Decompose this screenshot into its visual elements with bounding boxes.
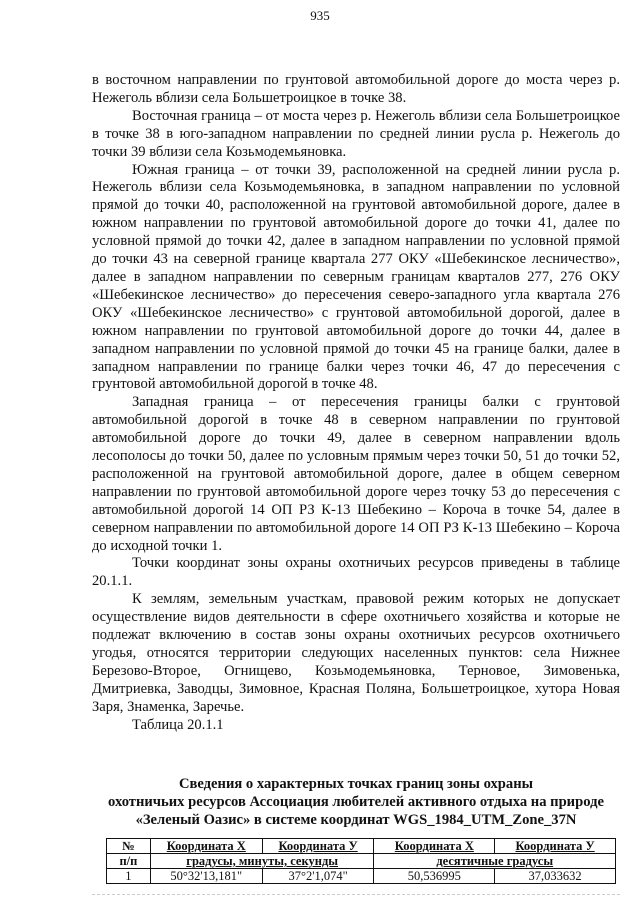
paragraph-south-border: Южная граница – от точки 39, расположенной на средней линии русла р. Нежеголь вблизи села Козьмодемьяновка, в западном направлении по условной прямой до точки 40, расположенной на грунтовой автомобильной дороге, далее в южном направлении по грунтовой автомобильной дороге до точки 41, далее по условной прямой до точки 42, далее в западном направлении по условной прямой до точки 43 на северной границе квартала 277 ОКУ «Шебекинское лесничество», далее в западном направлении по северным границам кварталов 277, 276 ОКУ «Шебекинское лесничество» до пересечения северо-западного угла квартала 276 ОКУ «Шебекинское лесничество» с грунтовой автомобильной дорогой, далее в южном направлении по грунтовой автомобильной дороге до точки 44, далее в западном направлении по условной прямой до точки 45 на границе балки, далее в западном направлении по границе балки через точки 46, 47 до пересечения с грунтовой автомобильной дорогой в точке 48.: [92, 161, 620, 393]
header-y-dd: Координата У: [495, 839, 616, 854]
header-x-dms: Координата X: [150, 839, 262, 854]
table-subheader-row: [107, 854, 616, 869]
table-title-line-3: «Зеленый Оазис» в системе координат WGS_1984_UTM_Zone_37N: [135, 811, 577, 828]
table-title-line-1: Сведения о характерных точках границ зоны охраны: [178, 776, 534, 792]
table-row: [107, 869, 616, 884]
table-reference-label: Таблица 20.1.1: [132, 716, 224, 733]
header-x-dd: Координата X: [374, 839, 495, 854]
scan-artifact-line: [92, 894, 620, 895]
cell-number: 1: [107, 869, 151, 884]
cell-y-dd: 37,033632: [495, 869, 616, 884]
paragraph-table-reference: Точки координат зоны охраны охотничьих ресурсов приведены в таблице 20.1.1.: [92, 555, 620, 590]
subheader-dms: градусы, минуты, секунды: [150, 854, 374, 869]
paragraph-east-border: Восточная граница – от моста через р. Нежеголь вблизи села Большетроицкое в точке 38 в юго-западном направлении по средней линии русла р. Нежеголь до точки 39 вблизи села Козьмодемьяновка.: [92, 107, 620, 160]
table-header-row: [107, 839, 616, 854]
cell-x-dms: 50°32'13,181": [150, 869, 262, 884]
paragraph-continuation: в восточном направлении по грунтовой автомобильной дороге до моста через р. Нежеголь вблизи села Большетроицкое в точке 38.: [92, 72, 620, 106]
cell-y-dms: 37°2'1,074": [262, 869, 374, 884]
subheader-dd: десятичные градусы: [374, 854, 616, 869]
table-title-line-2: охотничьих ресурсов Ассоциация любителей активного отдыха на природе: [108, 793, 604, 810]
cell-x-dd: 50,536995: [374, 869, 495, 884]
page-number: 935: [310, 8, 330, 23]
header-number-line-2: п/п: [107, 854, 151, 869]
header-number: №: [107, 839, 151, 854]
header-y-dms: Координата У: [262, 839, 374, 854]
coordinates-table: [106, 838, 616, 884]
body-text: [92, 72, 620, 735]
paragraph-west-border: Западная граница – от пересечения границы балки с грунтовой автомобильной дорогой в точке 48 в северном направлении по грунтовой автомобильной дороге до точки 49, далее в северном направлении вдоль лесополосы до точки 50, далее по условным прямым через точки 50, 51 до точки 52, расположенной на грунтовой автомобильной дороге, далее в общем северном направлении по грунтовой автомобильной дороге через точку 53 до пересечения с автомобильной дорогой 14 ОП РЗ К-13 Шебекино – Корочa в точке 54, далее в северном направлении по автомобильной дороге 14 ОП РЗ К-13 Шебекино – Корочa до исходной точки 1.: [92, 394, 620, 554]
paragraph-excluded-lands: К землям, земельным участкам, правовой режим которых не допускает осуществление видов деятельности в сфере охотничьего хозяйства и которые не подлежат включению в состав зоны охраны охотничьих ресурсов охотничьего угодья, относятся территории следующих населенных пунктов: села Нижнее Березово-Второе, Огнищево, Козьмодемьяновка, Терновое, Зимовенька, Дмитриевка, Заводцы, Зимовное, Красная Поляна, Большетроицкое, хутора Новая Заря, Знаменка, Заречье.: [92, 591, 620, 715]
table-title: [92, 776, 620, 830]
